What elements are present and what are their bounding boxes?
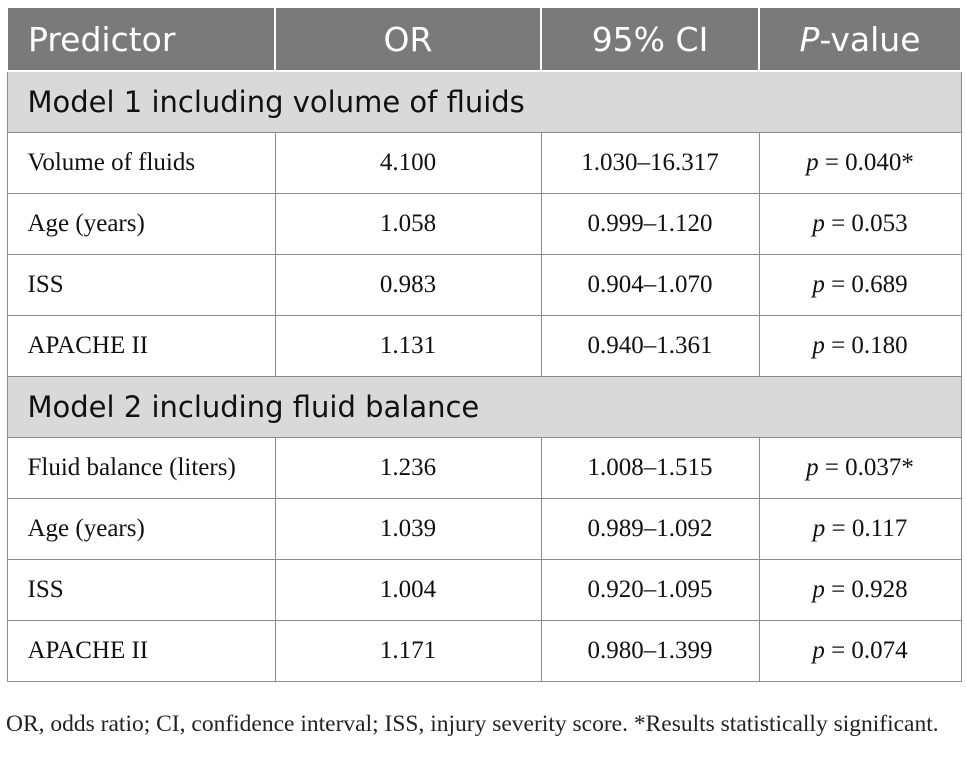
predictor-cell: APACHE II [7,316,275,377]
p-symbol: p [812,637,825,664]
predictor-cell: ISS [7,560,275,621]
predictor-cell: Volume of fluids [7,133,275,194]
or-cell: 1.004 [275,560,541,621]
predictor-cell: APACHE II [7,621,275,682]
results-table-container [6,6,960,682]
header-p-italic: P [799,19,820,59]
predictor-cell: Age (years) [7,194,275,255]
p-value-cell [759,438,961,499]
header-ci: 95% CI [541,7,759,71]
or-cell: 1.131 [275,316,541,377]
ci-cell: 0.989–1.092 [541,499,759,560]
p-symbol: p [812,576,825,603]
p-value-cell [759,316,961,377]
predictor-cell: Age (years) [7,499,275,560]
ci-cell: 1.030–16.317 [541,133,759,194]
p-value-cell [759,499,961,560]
model-title: Model 1 including volume of fluids [7,71,961,133]
ci-cell: 0.904–1.070 [541,255,759,316]
p-value-text: = 0.928 [831,576,908,603]
or-cell: 1.058 [275,194,541,255]
table-row [7,255,961,316]
model-section-row [7,377,961,438]
ci-cell: 0.980–1.399 [541,621,759,682]
header-or: OR [275,7,541,71]
header-row [7,7,961,71]
model-title: Model 2 including fluid balance [7,377,961,438]
model-section-row [7,71,961,133]
p-symbol: p [812,515,826,542]
table-row [7,499,961,560]
p-symbol: p [812,210,825,237]
p-value-cell [759,621,961,682]
or-cell: 0.983 [275,255,541,316]
ci-cell: 0.999–1.120 [541,194,759,255]
p-value-text: = 0.689 [831,271,908,298]
table-row [7,621,961,682]
p-value-cell [759,255,961,316]
p-value-text: = 0.180 [831,332,908,359]
p-symbol: p [812,332,825,359]
ci-cell: 0.920–1.095 [541,560,759,621]
or-cell: 1.171 [275,621,541,682]
p-value-cell [759,133,961,194]
table-row [7,560,961,621]
predictor-cell: ISS [7,255,275,316]
p-value-text: = 0.117 [831,515,908,542]
header-p-value [759,7,961,71]
p-value-text: = 0.040* [824,149,914,176]
or-cell: 1.039 [275,499,541,560]
p-value-cell [759,560,961,621]
or-cell: 1.236 [275,438,541,499]
p-symbol: p [812,271,825,298]
or-cell: 4.100 [275,133,541,194]
table-row [7,438,961,499]
header-predictor: Predictor [7,7,275,71]
p-value-text: = 0.037* [824,454,914,481]
p-value-cell [759,194,961,255]
table-row [7,194,961,255]
predictor-cell: Fluid balance (liters) [7,438,275,499]
regression-table [6,6,962,682]
p-value-text: = 0.053 [831,210,908,237]
table-row [7,133,961,194]
table-row [7,316,961,377]
ci-cell: 0.940–1.361 [541,316,759,377]
table-footnote: OR, odds ratio; CI, confidence interval; ISS, injury severity score. *Results statistically significant. [6,711,939,737]
header-p-rest: -value [819,19,921,59]
ci-cell: 1.008–1.515 [541,438,759,499]
p-symbol: p [806,454,819,481]
p-value-text: = 0.074 [831,637,908,664]
p-symbol: p [806,149,819,176]
